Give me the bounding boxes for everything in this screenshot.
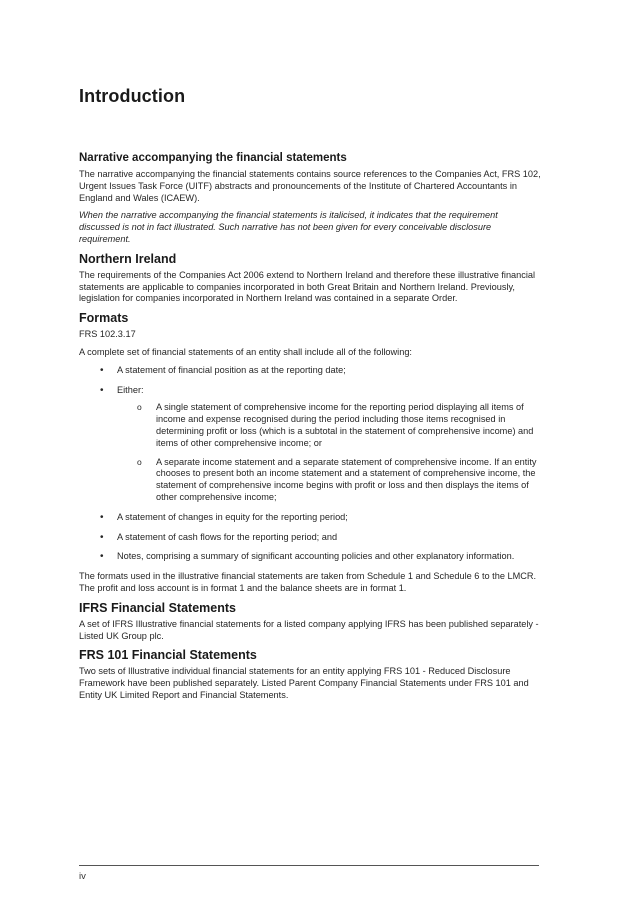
sub-list-item [117,402,541,449]
list-item-text: A statement of changes in equity for the reporting period; [117,511,348,522]
paragraph: Two sets of Illustrative individual financial statements for an entity applying FRS 101 - Reduced Disclosure Framework have been published separately. Listed Parent Company Financial Statements under FRS 101 and Entity UK Limited Report and Financial Statements. [79,666,529,700]
list-item-text: Either: [117,384,144,395]
section-heading-frs101: FRS 101 Financial Statements [79,648,257,663]
list-item [79,551,541,563]
list-item [79,512,541,524]
page-title: Introduction [79,86,186,106]
list-item [79,365,541,377]
paragraph: A set of IFRS Illustrative financial statements for a listed company applying IFRS has been published separately - Listed UK Group plc. [79,618,539,641]
section-ifrs [79,601,541,643]
section-frs101 [79,648,541,701]
section-narrative [79,151,541,246]
list-item-text: A statement of cash flows for the reporting period; and [117,531,338,542]
paragraph: The formats used in the illustrative financial statements are taken from Schedule 1 and Schedule 6 to the LMCR. The profit and loss account is in format 1 and the balance sheets are in format 1. [79,571,537,593]
main-content [79,151,541,708]
list-item-text: A statement of financial position as at the reporting date; [117,364,346,375]
paragraph: The narrative accompanying the financial statements contains source references to the Companies Act, FRS 102, Urgent Issues Task Force (UITF) abstracts and pronouncements of the Institute of Chartered Accountants in England and Wales (ICAEW). [79,169,541,203]
section-heading-narrative: Narrative accompanying the financial statements [79,152,347,164]
paragraph: A complete set of financial statements of an entity shall include all of the following: [79,346,412,357]
reference-label: FRS 102.3.17 [79,329,136,340]
list-item [79,385,541,504]
sub-list-item-text: A separate income statement and a separate statement of comprehensive income. If an entity chooses to present both an income statement and a statement of comprehensive income, the statement of comprehensive income begins with profit or loss and then displays the items of other comprehensive income; [156,456,537,502]
sub-list-item-text: A single statement of comprehensive income for the reporting period displaying all items of income and expense recognised during the period including those items recognised in determining profit or loss (which is a subtotal in the statement of comprehensive income) and items of other comprehensive income; or [156,402,534,448]
sub-list-item [117,457,541,504]
section-heading-ifrs: IFRS Financial Statements [79,600,236,615]
section-northern-ireland [79,252,541,305]
list-item-text: Notes, comprising a summary of significant accounting policies and other explanatory information. [117,551,515,562]
list-item [79,532,541,544]
paragraph: The requirements of the Companies Act 2006 extend to Northern Ireland and therefore these illustrative financial statements are applicable to companies incorporated in both Great Britain and Northern Ireland. Previously, legislation for companies incorporated in Northern Ireland was contained in a separate Order. [79,269,536,304]
footer-divider [79,865,539,866]
section-formats [79,311,541,595]
section-heading-formats: Formats [79,311,129,326]
page-number: iv [79,871,86,882]
section-heading-northern-ireland: Northern Ireland [79,251,177,266]
sub-bullet-list [117,402,541,503]
bullet-list [79,365,541,563]
italic-paragraph: When the narrative accompanying the financial statements is italicised, it indicates that the requirement discussed is not in fact illustrated. Such narrative has not been given for every conceivable disclosure requirement. [79,210,498,244]
